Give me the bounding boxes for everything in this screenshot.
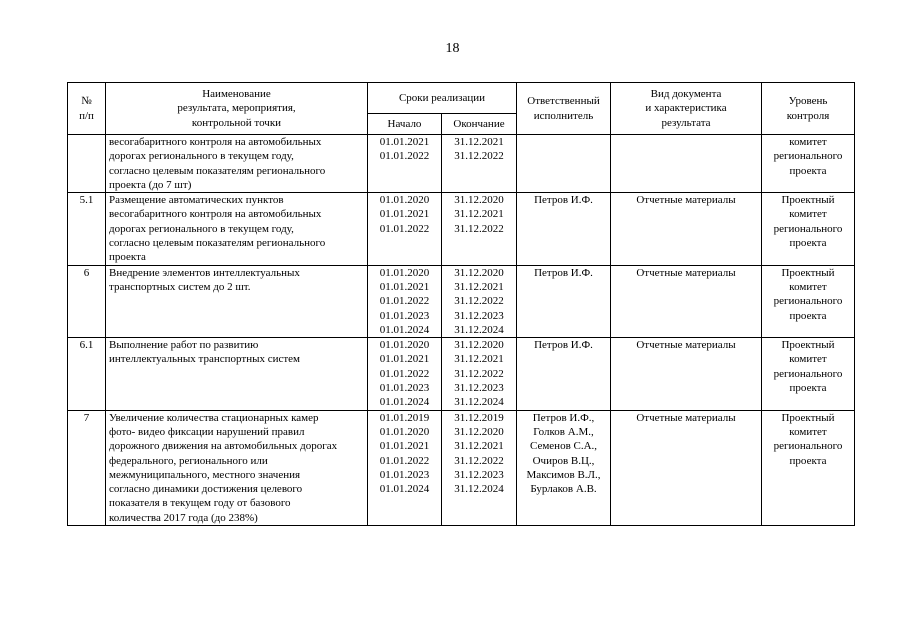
plan-table — [67, 82, 855, 526]
row-name: весогабаритного контроля на автомобильных дорогах регионального в текущем году, согласно целевым показателям регионального проекта (до 7 шт) — [106, 135, 368, 193]
end-date: 31.12.2022 — [454, 222, 504, 235]
row-doc-type: Отчетные материалы — [611, 338, 762, 410]
end-date: 31.12.2023 — [454, 309, 504, 322]
start-date: 01.01.2021 — [379, 136, 430, 148]
end-date: 31.12.2021 — [454, 208, 504, 221]
end-date: 31.12.2020 — [454, 266, 504, 279]
row-level: Проектный комитет регионального проекта — [762, 193, 855, 265]
header-doc-type: Вид документа и характеристика результата — [611, 83, 762, 135]
row-num: 7 — [68, 410, 106, 525]
start-date: 01.01.2021 — [379, 208, 430, 221]
start-date: 01.01.2021 — [379, 353, 430, 366]
start-date: 01.01.2022 — [379, 222, 430, 235]
end-date: 31.12.2022 — [454, 367, 504, 380]
end-date: 31.12.2022 — [454, 150, 504, 163]
header-end: Окончание — [442, 114, 517, 135]
table-row — [68, 265, 855, 337]
header-responsible: Ответственный исполнитель — [517, 83, 611, 135]
row-level: Проектный комитет регионального проекта — [762, 410, 855, 525]
end-date: 31.12.2020 — [454, 425, 504, 438]
end-date: 31.12.2024 — [454, 483, 504, 496]
table-row — [68, 193, 855, 265]
row-end-dates — [442, 193, 517, 265]
end-date: 31.12.2021 — [454, 353, 504, 366]
end-date: 31.12.2021 — [454, 440, 504, 453]
row-responsible: Петров И.Ф. — [517, 193, 611, 265]
end-date: 31.12.2021 — [454, 280, 504, 293]
end-date: 31.12.2023 — [454, 468, 504, 481]
row-responsible: Петров И.Ф. — [517, 338, 611, 410]
start-date: 01.01.2024 — [379, 323, 430, 336]
start-date: 01.01.2021 — [379, 440, 430, 453]
row-name: Размещение автоматических пунктов весогабаритного контроля на автомобильных дорогах регионального в текущем году, согласно целевым показателям регионального проекта — [106, 193, 368, 265]
table-row — [68, 338, 855, 410]
row-end-dates — [442, 410, 517, 525]
row-responsible: Петров И.Ф. — [517, 265, 611, 337]
start-date: 01.01.2022 — [379, 367, 430, 380]
end-date: 31.12.2022 — [454, 454, 504, 467]
end-date: 31.12.2024 — [454, 323, 504, 336]
row-num: 6 — [68, 265, 106, 337]
header-name: Наименование результата, мероприятия, контрольной точки — [106, 83, 368, 135]
start-date: 01.01.2023 — [379, 468, 430, 481]
row-level: Проектный комитет регионального проекта — [762, 338, 855, 410]
row-num: 5.1 — [68, 193, 106, 265]
end-date: 31.12.2023 — [454, 382, 504, 395]
start-date: 01.01.2022 — [379, 295, 430, 308]
start-date: 01.01.2023 — [379, 382, 430, 395]
end-date: 31.12.2019 — [454, 411, 504, 424]
row-end-dates — [442, 135, 517, 193]
end-date: 31.12.2020 — [454, 339, 504, 352]
row-responsible: Петров И.Ф., Голков А.М., Семенов С.А., Очиров В.Ц., Максимов В.Л., Бурлаков А.В. — [517, 410, 611, 525]
header-start: Начало — [368, 114, 442, 135]
start-date: 01.01.2020 — [379, 266, 430, 279]
start-date: 01.01.2024 — [379, 483, 430, 496]
row-doc-type: Отчетные материалы — [611, 193, 762, 265]
row-level: комитет регионального проекта — [762, 135, 855, 193]
start-date: 01.01.2024 — [379, 396, 430, 409]
row-end-dates — [442, 265, 517, 337]
row-doc-type — [611, 135, 762, 193]
start-date: 01.01.2020 — [379, 425, 430, 438]
row-start-dates — [368, 265, 442, 337]
start-date: 01.01.2020 — [379, 194, 430, 207]
header-num: № п/п — [68, 83, 106, 135]
row-name: Выполнение работ по развитию интеллектуальных транспортных систем — [106, 338, 368, 410]
row-responsible — [517, 135, 611, 193]
table-row — [68, 135, 855, 193]
row-level: Проектный комитет регионального проекта — [762, 265, 855, 337]
row-doc-type: Отчетные материалы — [611, 410, 762, 525]
row-end-dates — [442, 338, 517, 410]
end-date: 31.12.2022 — [454, 295, 504, 308]
end-date: 31.12.2020 — [454, 194, 504, 207]
row-start-dates — [368, 338, 442, 410]
row-name: Увеличение количества стационарных камер фото- видео фиксации нарушений правил дорожного движения на автомобильных дорогах федерального, регионального или межмуниципального, местного значения согласно динамики достижения целевого показателя в текущем году от базового количества 2017 года (до 238%) — [106, 410, 368, 525]
end-date: 31.12.2021 — [454, 136, 504, 148]
start-date: 01.01.2022 — [379, 150, 430, 163]
row-start-dates — [368, 193, 442, 265]
row-start-dates — [368, 135, 442, 193]
start-date: 01.01.2019 — [379, 411, 430, 424]
start-date: 01.01.2022 — [379, 454, 430, 467]
row-start-dates — [368, 410, 442, 525]
row-doc-type: Отчетные материалы — [611, 265, 762, 337]
table-body — [68, 135, 855, 526]
row-num — [68, 135, 106, 193]
row-name: Внедрение элементов интеллектуальных транспортных систем до 2 шт. — [106, 265, 368, 337]
start-date: 01.01.2023 — [379, 309, 430, 322]
row-num: 6.1 — [68, 338, 106, 410]
header-level: Уровень контроля — [762, 83, 855, 135]
page-number: 18 — [445, 41, 460, 56]
start-date: 01.01.2021 — [379, 280, 430, 293]
end-date: 31.12.2024 — [454, 396, 504, 409]
start-date: 01.01.2020 — [379, 339, 430, 352]
header-period: Сроки реализации — [368, 83, 517, 114]
table-row — [68, 410, 855, 525]
